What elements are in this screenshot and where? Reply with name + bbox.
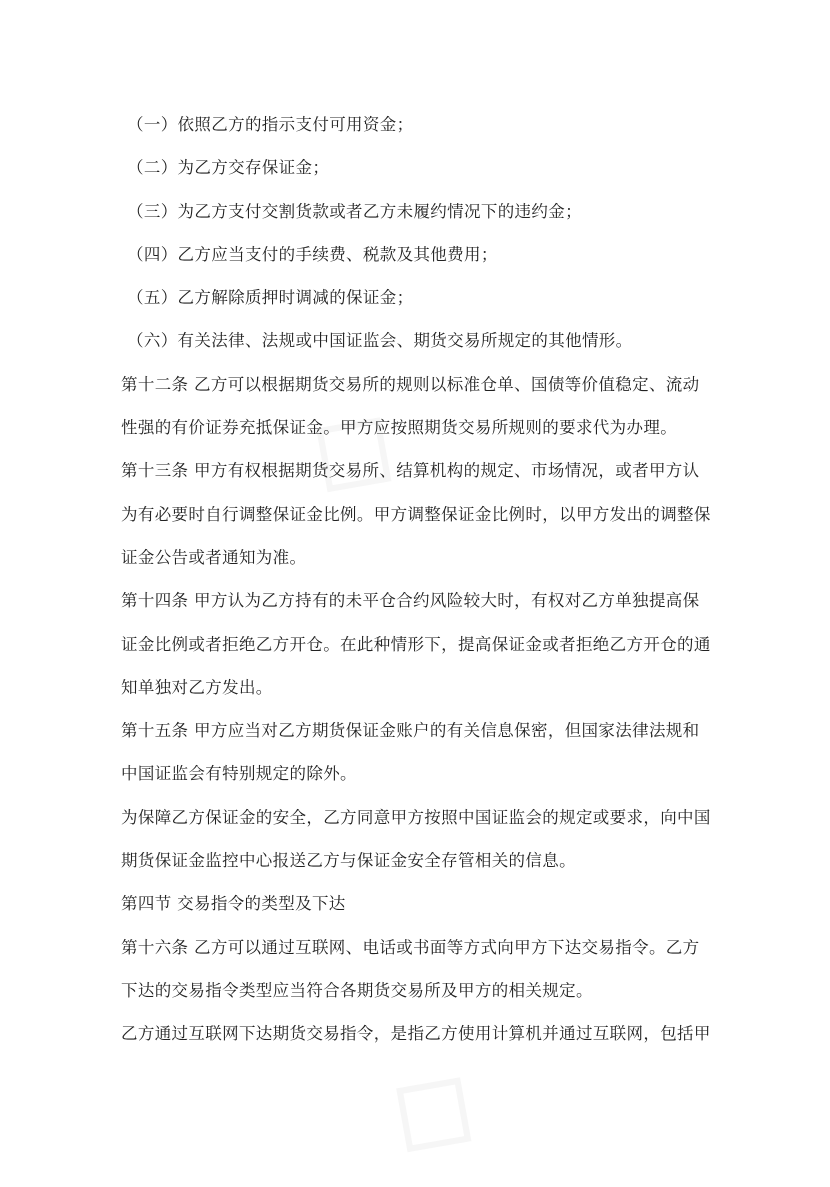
text-line: 第十二条 乙方可以根据期货交易所的规则以标准仓单、国债等价值稳定、流动 xyxy=(121,374,700,394)
text-line: 期货保证金监控中心报送乙方与保证金安全存管相关的信息。 xyxy=(121,851,576,871)
list-item: （三）为乙方支付交割货款或者乙方未履约情况下的违约金； xyxy=(127,201,582,221)
article-12 xyxy=(121,363,721,450)
paragraph xyxy=(121,796,721,883)
article-15 xyxy=(121,709,721,796)
section-heading xyxy=(121,882,721,925)
article-14 xyxy=(121,579,721,709)
list-item: （二）为乙方交存保证金； xyxy=(127,158,330,178)
article-13 xyxy=(121,449,721,579)
text-line: 下达的交易指令类型应当符合各期货交易所及甲方的相关规定。 xyxy=(121,980,593,1000)
list-item: （五）乙方解除质押时调减的保证金； xyxy=(127,288,414,308)
text-line: 第十六条 乙方可以通过互联网、电话或书面等方式向甲方下达交易指令。乙方 xyxy=(121,937,700,957)
list-item: （一）依照乙方的指示支付可用资金； xyxy=(127,115,414,134)
text-line: 为有必要时自行调整保证金比例。甲方调整保证金比例时，以甲方发出的调整保 xyxy=(121,504,711,524)
paragraph xyxy=(121,1012,721,1055)
text-line: 中国证监会有特别规定的除外。 xyxy=(121,764,357,784)
text-line: 第十五条 甲方应当对乙方期货保证金账户的有关信息保密，但国家法律法规和 xyxy=(121,721,700,741)
article-16 xyxy=(121,926,721,1013)
text-line: 证金公告或者通知为准。 xyxy=(121,547,307,567)
text-line: 第十四条 甲方认为乙方持有的未平仓合约风险较大时，有权对乙方单独提高保 xyxy=(121,591,700,611)
text-line: 性强的有价证券充抵保证金。甲方应按照期货交易所规则的要求代为办理。 xyxy=(121,418,678,438)
text-line: 知单独对乙方发出。 xyxy=(121,677,273,697)
text-line: 第十三条 甲方有权根据期货交易所、结算机构的规定、市场情况，或者甲方认 xyxy=(121,461,700,481)
document-body xyxy=(121,103,721,1056)
list-item: （四）乙方应当支付的手续费、税款及其他费用； xyxy=(127,244,498,264)
text-line: 第四节 交易指令的类型及下达 xyxy=(121,894,346,914)
text-line: 乙方通过互联网下达期货交易指令，是指乙方使用计算机并通过互联网，包括甲 xyxy=(121,1024,711,1044)
list-item: （六）有关法律、法规或中国证监会、期货交易所规定的其他情形。 xyxy=(127,331,633,351)
text-line: 为保障乙方保证金的安全，乙方同意甲方按照中国证监会的规定或要求，向中国 xyxy=(121,807,711,827)
text-line: 证金比例或者拒绝乙方开仓。在此种情形下，提高保证金或者拒绝乙方开仓的通 xyxy=(121,634,711,654)
